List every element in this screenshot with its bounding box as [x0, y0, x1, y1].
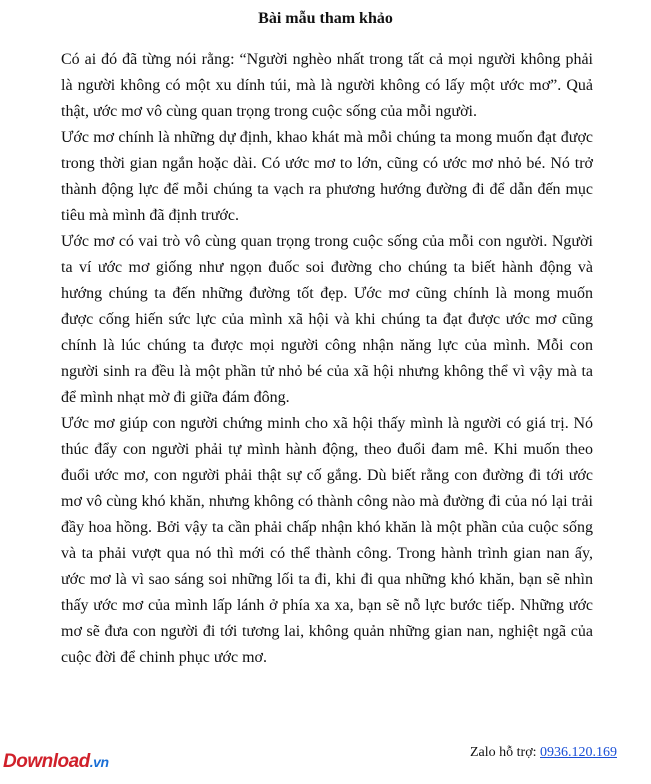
support-footer	[470, 745, 617, 761]
logo-part-2: load	[52, 751, 90, 772]
download-vn-logo	[3, 751, 109, 773]
paragraph-1: Có ai đó đã từng nói rằng: “Người nghèo nhất trong tất cả mọi người không phải là người không có một xu dính túi, mà là người không có lấy một ước mơ”. Quả thật, ước mơ vô cùng quan trọng trong cuộc sống của mỗi người.	[61, 51, 593, 120]
logo-suffix: .vn	[89, 754, 109, 770]
paragraph-4: Ước mơ giúp con người chứng minh cho xã hội thấy mình là người có giá trị. Nó thúc đẩy con người phải tự mình hành động, theo đuổi đam mê. Khi muốn theo đuổi ước mơ, con người phải thật sự cố gắng. Dù biết rằng con đường đi tới ước mơ vô cùng khó khăn, nhưng không có thành công nào mà đường đi của nó lại trải đầy hoa hồng. Bởi vậy ta cần phải chấp nhận khó khăn là một phần của cuộc sống và ta phải vượt qua nó thì mới có thể thành công. Trong hành trình gian nan ấy, ước mơ là vì sao sáng soi những lối ta đi, khi đi qua những khó khăn, bạn sẽ nhìn thấy ước mơ của mình lấp lánh ở phía xa xa, bạn sẽ nỗ lực bước tiếp. Những ước mơ sẽ đưa con người đi tới tương lai, không quản những gian nan, nghiệt ngã của cuộc đời để chinh phục ước mơ.	[61, 415, 593, 666]
essay-body	[61, 47, 593, 671]
paragraph-2: Ước mơ chính là những dự định, khao khát mà mỗi chúng ta mong muốn đạt được trong thời gian ngắn hoặc dài. Có ước mơ to lớn, cũng có ước mơ nhỏ bé. Nó trở thành động lực để mỗi chúng ta vạch ra phương hướng đường đi để dẫn đến mục tiêu mà mình đã định trước.	[61, 129, 593, 224]
support-phone-link[interactable]: 0936.120.169	[540, 745, 617, 760]
document-title: Bài mẫu tham khảo	[258, 10, 393, 27]
paragraph-3: Ước mơ có vai trò vô cùng quan trọng trong cuộc sống của mỗi con người. Người ta ví ước mơ giống như ngọn đuốc soi đường cho chúng ta biết hành động và hướng chúng ta đến những đường tốt đẹp. Ước mơ cũng chính là mong muốn được cống hiến sức lực của mình xã hội và khi chúng ta đạt được ước mơ cũng chính là lúc chúng ta được mọi người công nhận năng lực của mình. Mỗi con người sinh ra đều là một phần tử nhỏ bé của xã hội nhưng không thể vì vậy mà ta để mình nhạt mờ đi giữa đám đông.	[61, 233, 593, 406]
support-label: Zalo hỗ trợ:	[470, 745, 540, 760]
logo-part-1: Down	[3, 751, 53, 772]
